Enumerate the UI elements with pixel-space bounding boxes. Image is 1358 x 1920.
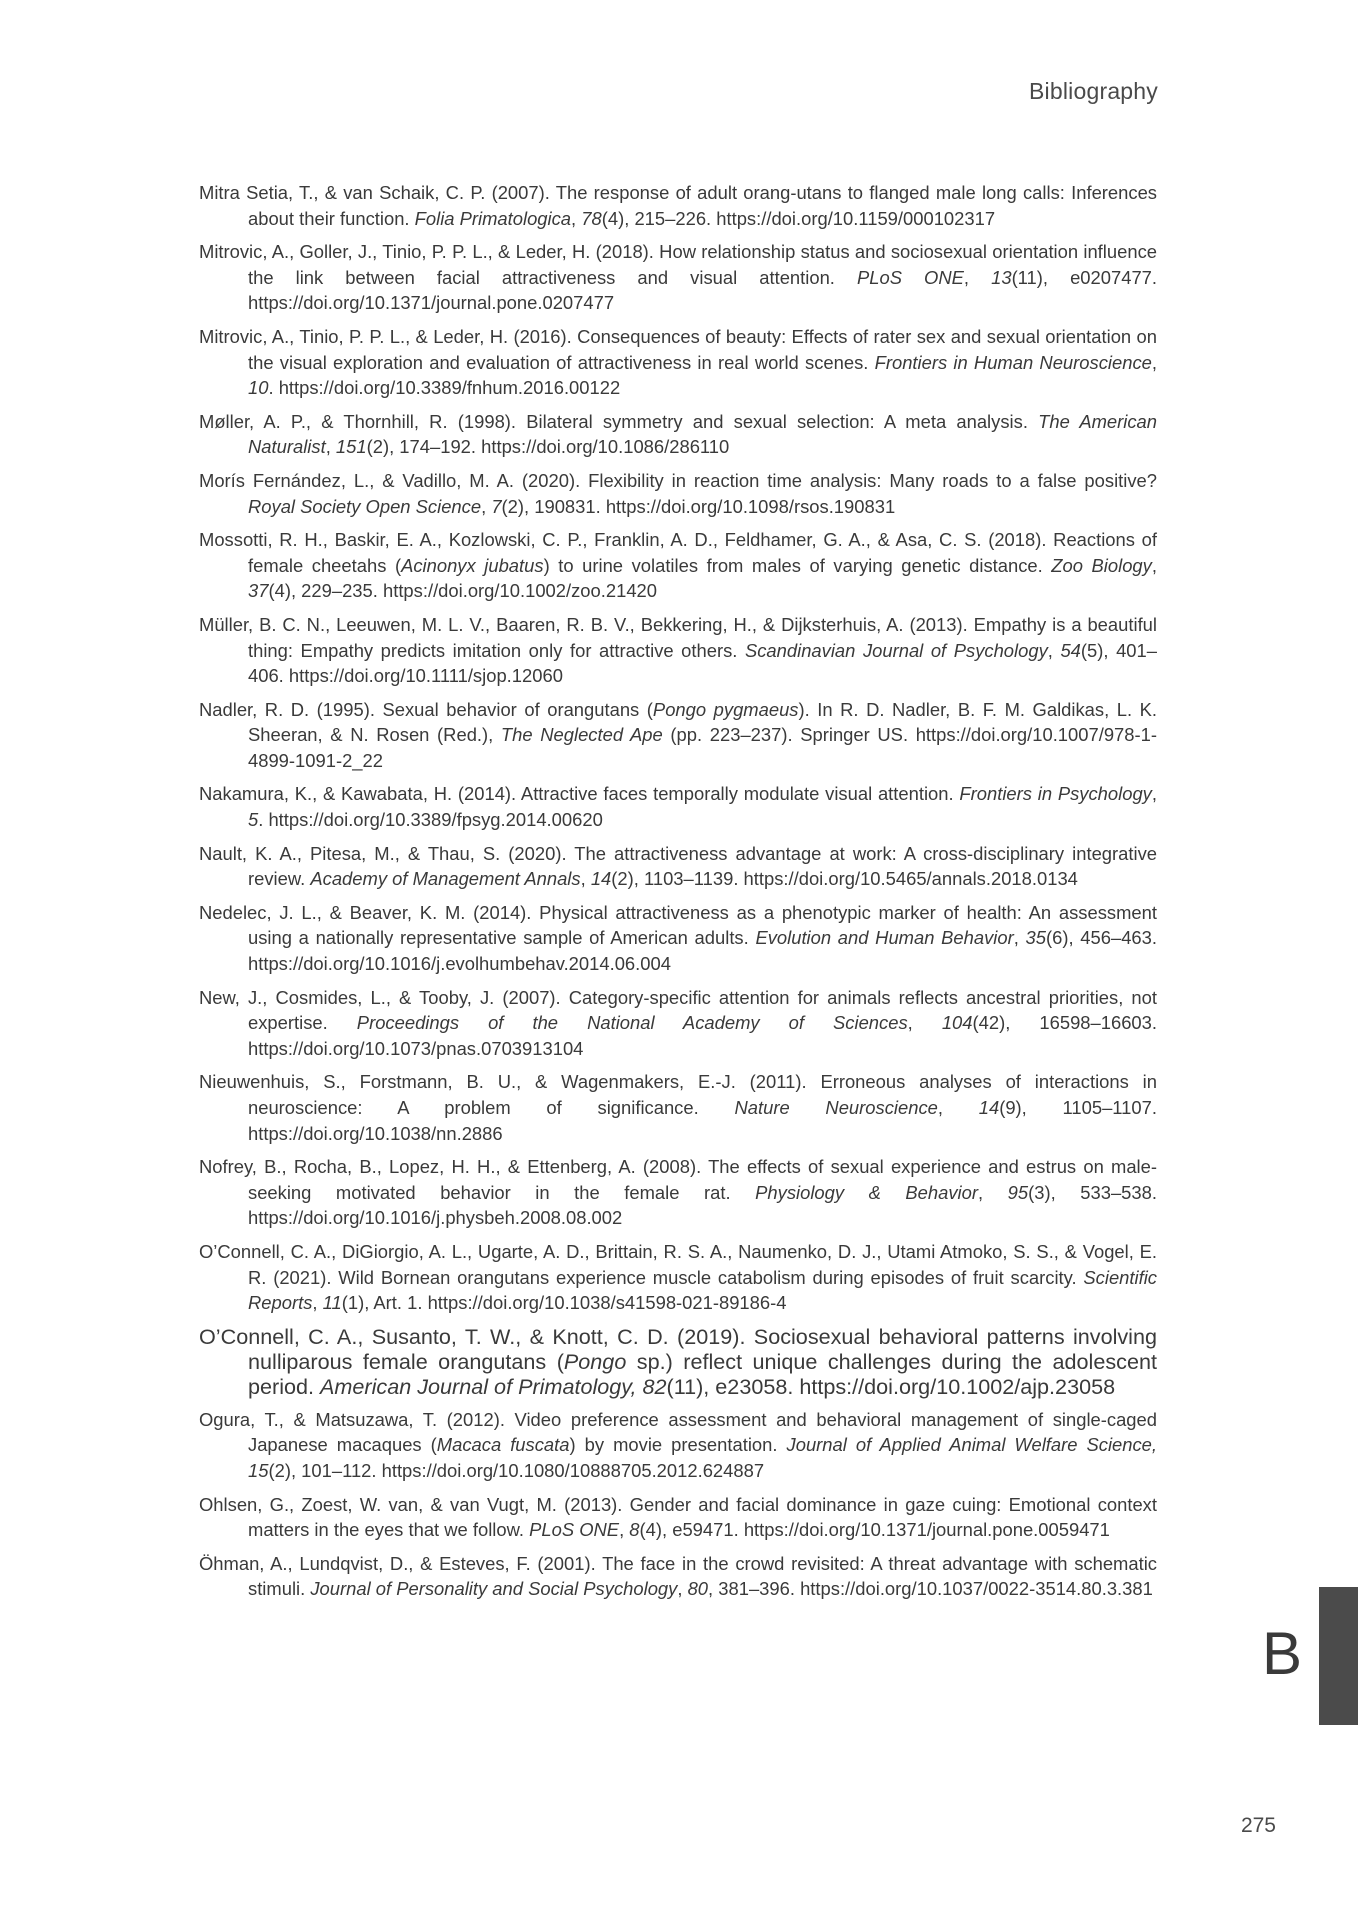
reference-italic-text: American Journal of Primatology, 82 [320,1373,667,1399]
reference-text: (9), 1105–1107. https://doi.org/10.1038/nn.2886 [248,1097,1157,1144]
reference-text: (4), 229–235. https://doi.org/10.1002/zoo.21420 [268,580,658,602]
reference-italic-text: 151 [335,436,367,458]
reference-italic-text: Physiology & Behavior [755,1181,978,1203]
reference-entry-oconnell-2021 [199,1239,1157,1316]
reference-text: , [481,495,492,517]
reference-text: Morís Fernández, L., & Vadillo, M. A. (2020). Flexibility in reaction time analysis: Many roads to a false positive? [199,469,1157,491]
reference-text: , [571,207,582,229]
running-head: Bibliography [1029,78,1158,104]
reference-italic-text: Pongo [563,1348,627,1374]
reference-italic-text: 14 [978,1097,1000,1118]
reference-italic-text: Nature Neuroscience [734,1097,938,1118]
reference-text: Møller, A. P., & Thornhill, R. (1998). Bilateral symmetry and sexual selection: A meta analysis. [199,410,1039,432]
reference-italic-text: 37 [248,580,269,602]
reference-text: Mitra Setia, T., & van Schaik, C. P. (2007). The response of adult orang-utans to flanged male long calls: Inferences about their function. [199,182,1157,229]
reference-entry-nault [199,841,1157,892]
reference-text: (6), 456–463. https://doi.org/10.1016/j.evolhumbehav.2014.06.004 [248,927,1157,975]
reference-italic-text: The American Naturalist [248,410,1158,458]
reference-text: (2), 174–192. https://doi.org/10.1086/286110 [366,436,730,458]
section-thumb-tab [1319,1587,1358,1725]
reference-text: (42), 16598–16603. https://doi.org/10.1073/pnas.0703913104 [248,1012,1157,1059]
reference-text: , [677,1578,688,1600]
reference-entry-ohlsen [199,1492,1157,1543]
reference-text: , [937,1097,979,1118]
reference-entry-ogura [199,1407,1157,1484]
reference-text: Ohlsen, G., Zoest, W. van, & van Vugt, M. (2013). Gender and facial dominance in gaze cuing: Emotional context matters in the eyes that we follow. [199,1493,1157,1541]
reference-entry-mitrovic-2016 [199,324,1157,401]
reference-italic-text: PLoS ONE [529,1519,620,1541]
reference-text: sp.) reflect unique challenges during the adolescent period. [248,1348,1157,1399]
reference-italic-text: Scientific Reports [248,1266,1157,1314]
reference-text: Nault, K. A., Pitesa, M., & Thau, S. (2020). The attractiveness advantage at work: A cross-disciplinary integrative review. [199,842,1157,890]
reference-text: Nieuwenhuis, S., Forstmann, B. U., & Wagenmakers, E.-J. (2011). Erroneous analyses of interactions in neuroscience: A problem of significance. [199,1071,1157,1118]
reference-entry-moller [199,409,1157,460]
reference-entry-mitrovic-2018 [199,239,1157,316]
reference-italic-text: Scandinavian Journal of Psychology [744,639,1048,661]
reference-text: ). In R. D. Nadler, B. F. M. Galdikas, L. K. Sheeran, & N. Rosen (Red.), [248,698,1158,746]
reference-text: , [978,1181,1008,1203]
reference-text: , [325,436,336,458]
reference-text: Müller, B. C. N., Leeuwen, M. L. V., Baaren, R. B. V., Bekkering, H., & Dijksterhuis, A. (2013). Empathy is a beautiful thing: Empathy predicts imitation only for attractive others. [199,613,1157,661]
reference-text: (1), Art. 1. https://doi.org/10.1038/s41598-021-89186-4 [341,1292,787,1314]
reference-text: . https://doi.org/10.3389/fnhum.2016.00122 [268,377,621,399]
reference-text: Mitrovic, A., Goller, J., Tinio, P. P. L., & Leder, H. (2018). How relationship status and sociosexual orientation influence the link between facial attractiveness and visual attention. [199,241,1157,288]
section-letter: B [1262,1620,1303,1687]
reference-italic-text: 78 [581,207,602,229]
reference-text: (3), 533–538. https://doi.org/10.1016/j.physbeh.2008.08.002 [248,1181,1157,1229]
reference-italic-text: Journal of Applied Animal Welfare Science, 15 [248,1434,1158,1481]
reference-text: O’Connell, C. A., Susanto, T. W., & Knott, C. D. (2019). Sociosexual behavioral patterns involving nulliparous female orangutans ( [199,1323,1157,1374]
reference-entry-mitra-setia [199,180,1157,231]
reference-entry-nedelec [199,900,1157,977]
reference-italic-text: 7 [491,495,502,517]
reference-text: ) to urine volatiles from males of varying genetic distance. [543,554,1052,576]
reference-text: Mossotti, R. H., Baskir, E. A., Kozlowski, C. P., Franklin, A. D., Feldhamer, G. A., & Asa, C. S. (2018). Reactions of female cheetahs ( [199,529,1157,576]
reference-italic-text: Zoo Biology [1051,554,1152,576]
reference-italic-text: 54 [1060,639,1081,661]
reference-italic-text: 8 [629,1519,640,1541]
reference-text: , [1151,351,1157,373]
reference-text: , [1013,927,1026,949]
reference-italic-text: 5 [248,809,259,831]
reference-entry-oconnell-2019 [199,1324,1157,1399]
reference-text: , [963,266,992,288]
reference-text: , [619,1519,630,1541]
reference-entry-nieuwenhuis [199,1069,1157,1146]
reference-text: Nadler, R. D. (1995). Sexual behavior of orangutans ( [199,698,653,720]
reference-italic-text: Pongo pygmaeus [652,698,799,720]
reference-text: (2), 101–112. https://doi.org/10.1080/10888705.2012.624887 [268,1459,765,1481]
reference-text: , [907,1012,942,1034]
reference-italic-text: PLoS ONE [856,266,964,288]
reference-italic-text: Royal Society Open Science [248,495,482,517]
reference-text: Öhman, A., Lundqvist, D., & Esteves, F. (2001). The face in the crowd revisited: A threat advantage with schematic stimuli. [199,1552,1157,1600]
reference-entry-moris-fernandez [199,468,1157,519]
reference-entry-nadler [199,697,1157,774]
reference-italic-text: Evolution and Human Behavior [755,927,1014,949]
reference-entry-muller [199,612,1157,689]
reference-text: (2), 1103–1139. https://doi.org/10.5465/annals.2018.0134 [611,868,1078,890]
reference-text: , [1151,554,1157,576]
reference-italic-text: Academy of Management Annals [310,868,581,890]
reference-text: , [1047,639,1061,661]
reference-text: Ogura, T., & Matsuzawa, T. (2012). Video preference assessment and behavioral management of single-caged Japanese macaques ( [199,1408,1157,1456]
reference-text: Mitrovic, A., Tinio, P. P. L., & Leder, H. (2016). Consequences of beauty: Effects of rater sex and sexual orientation on the visual exploration and evaluation of attractiveness in real world scenes. [199,325,1157,373]
reference-italic-text: 13 [991,266,1012,288]
reference-italic-text: Acinonyx jubatus [401,554,544,576]
reference-text: , [312,1292,323,1314]
reference-text: , [580,868,591,890]
reference-entry-ohman [199,1551,1157,1602]
reference-italic-text: 80 [687,1578,709,1600]
reference-italic-text: Journal of Personality and Social Psychology [310,1578,678,1600]
reference-italic-text: The Neglected Ape [500,724,663,746]
reference-italic-text: Macaca fuscata [436,1434,570,1456]
reference-entry-new [199,985,1157,1062]
reference-italic-text: 35 [1025,927,1046,949]
reference-text: , 381–396. https://doi.org/10.1037/0022-3514.80.3.381 [708,1578,1153,1600]
reference-entry-nakamura [199,781,1157,832]
reference-text: (4), 215–226. https://doi.org/10.1159/000102317 [601,207,996,229]
reference-text: , [1151,783,1157,805]
reference-text: Nakamura, K., & Kawabata, H. (2014). Attractive faces temporally modulate visual attention. [199,783,960,805]
reference-italic-text: Frontiers in Human Neuroscience [874,351,1152,373]
reference-text: O’Connell, C. A., DiGiorgio, A. L., Ugarte, A. D., Brittain, R. S. A., Naumenko, D. J., Utami Atmoko, S. S., & Vogel, E. R. (2021). Wild Bornean orangutans experience muscle catabolism during episodes of fruit scarcity. [199,1240,1157,1288]
reference-text: (11), e0207477. https://doi.org/10.1371/journal.pone.0207477 [248,266,1158,314]
reference-italic-text: 11 [322,1292,342,1314]
reference-italic-text: 10 [248,377,269,399]
reference-list [199,180,1157,1610]
reference-text: Nofrey, B., Rocha, B., Lopez, H. H., & Ettenberg, A. (2008). The effects of sexual experience and estrus on male-seeking motivated behavior in the female rat. [199,1156,1157,1203]
reference-text: (2), 190831. https://doi.org/10.1098/rsos.190831 [501,495,896,517]
reference-entry-mossotti [199,527,1157,604]
reference-italic-text: Folia Primatologica [414,207,572,229]
reference-italic-text: Proceedings of the National Academy of Sciences [356,1012,908,1034]
reference-entry-nofrey [199,1154,1157,1231]
reference-text: ) by movie presentation. [569,1434,787,1456]
reference-italic-text: 95 [1007,1181,1029,1203]
reference-text: (11), e23058. https://doi.org/10.1002/ajp.23058 [666,1373,1116,1399]
reference-text: (4), e59471. https://doi.org/10.1371/journal.pone.0059471 [639,1519,1110,1541]
reference-italic-text: 104 [941,1012,973,1034]
reference-text: (pp. 223–237). Springer US. https://doi.org/10.1007/978-1-4899-1091-2_22 [248,724,1157,771]
reference-italic-text: Frontiers in Psychology [959,783,1152,805]
reference-text: . https://doi.org/10.3389/fpsyg.2014.00620 [258,809,603,831]
reference-text: (5), 401–406. https://doi.org/10.1111/sjop.12060 [248,639,1157,687]
page-number: 275 [1240,1814,1276,1837]
reference-text: New, J., Cosmides, L., & Tooby, J. (2007). Category-specific attention for animals reflects ancestral priorities, not expertise. [199,986,1157,1034]
reference-text: Nedelec, J. L., & Beaver, K. M. (2014). Physical attractiveness as a phenotypic marker of health: An assessment using a nationally representative sample of American adults. [199,901,1157,949]
reference-italic-text: 14 [590,868,612,890]
